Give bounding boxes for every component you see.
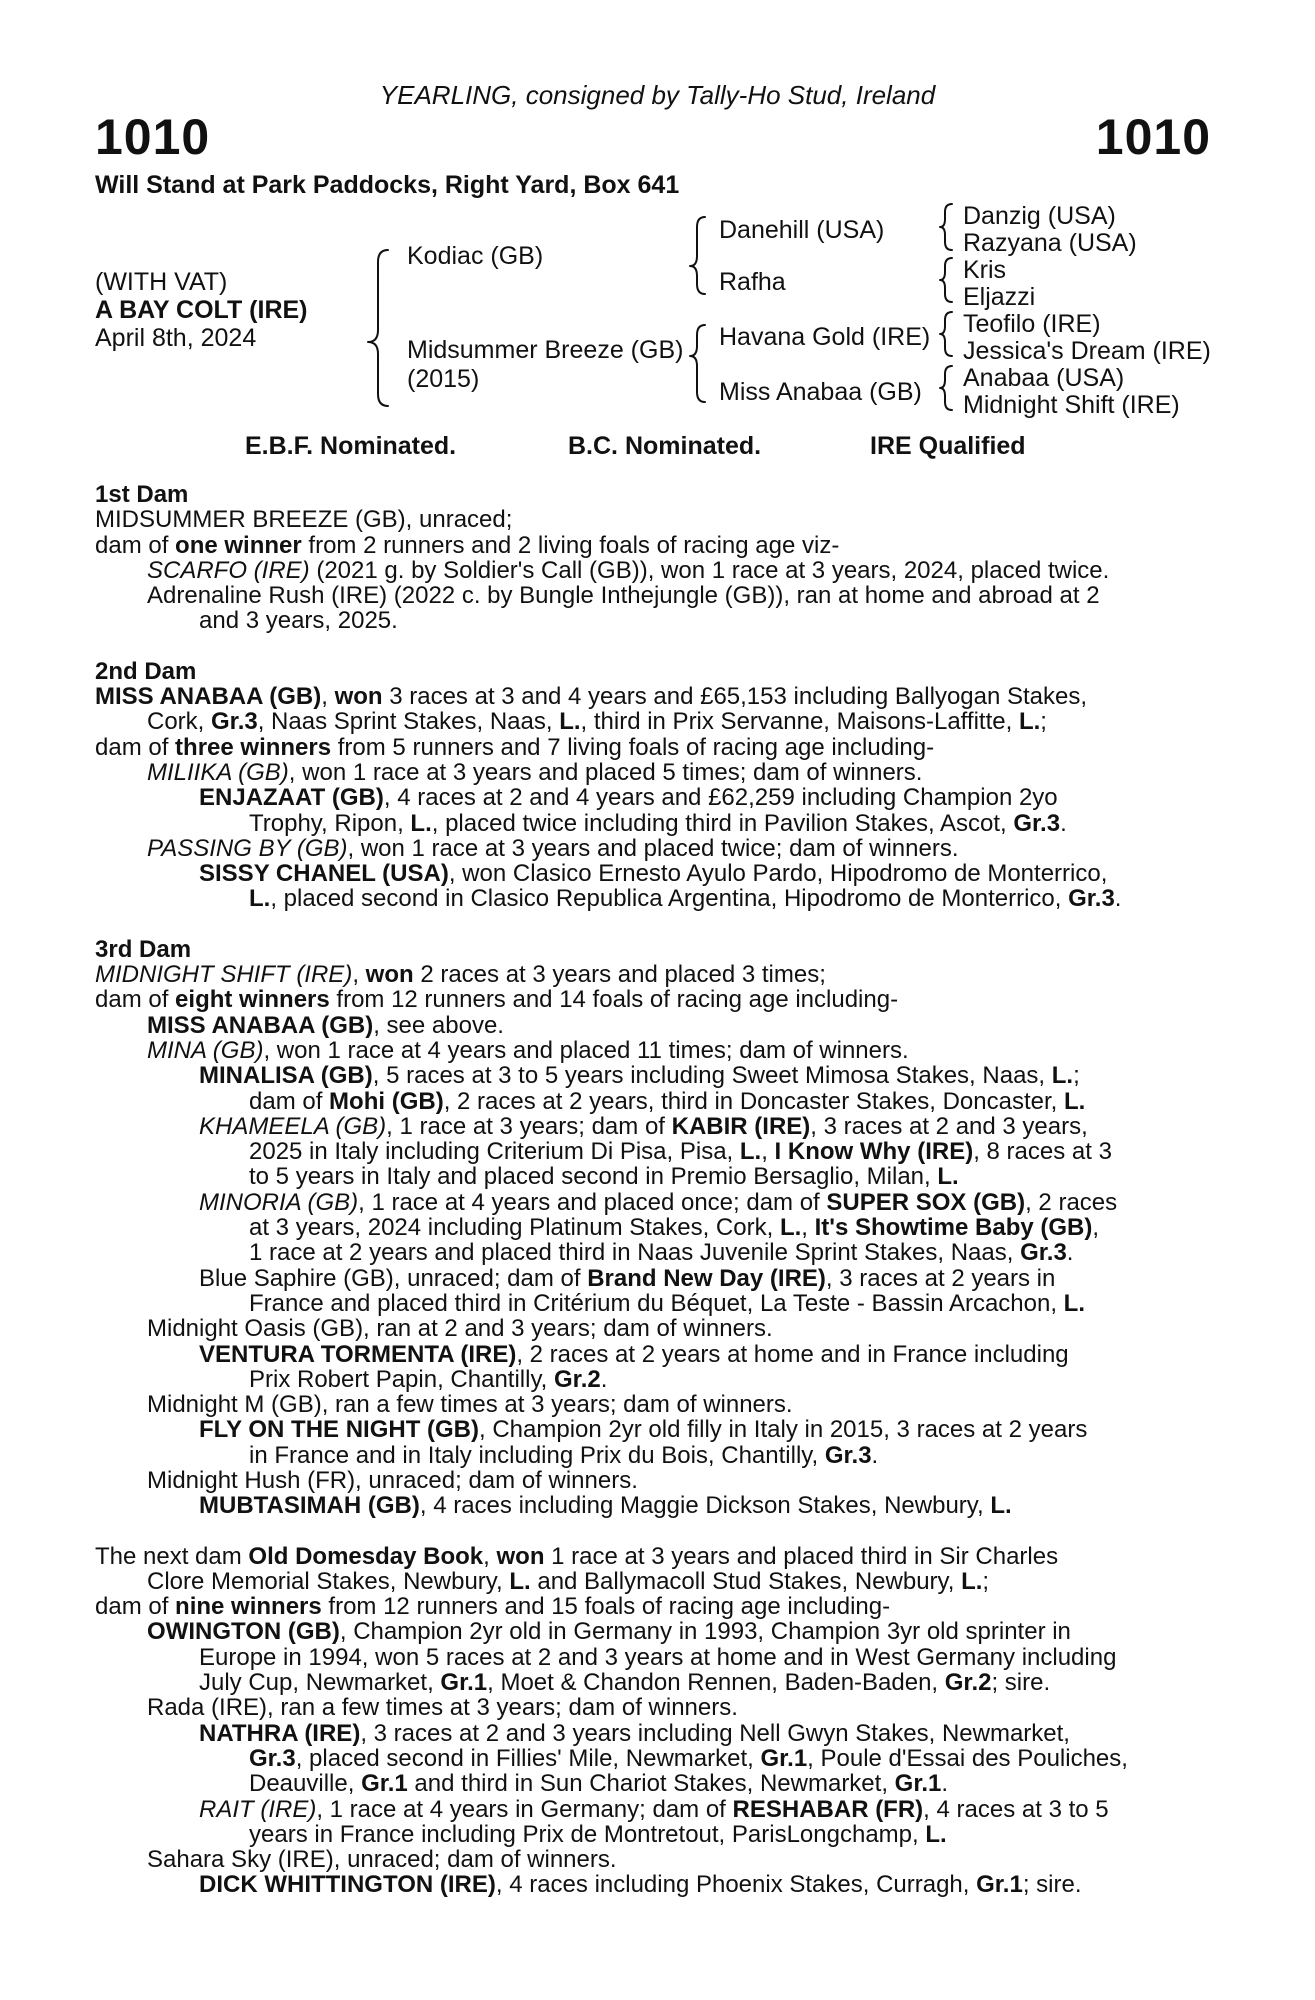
dam-sire: Havana Gold (IRE) [719,323,931,351]
text-line: MINALISA (GB), 5 races at 3 to 5 years including Sweet Mimosa Stakes, Naas, L.; [199,1062,1080,1090]
bracket-sd [940,258,952,302]
section-first-dam: 1st Dam [95,481,189,508]
ebf-nomination: E.B.F. Nominated. [245,432,457,460]
text-line: 1 race at 2 years and placed third in Naas Juvenile Sprint Stakes, Naas, Gr.3. [249,1239,1074,1267]
ss-dam: Razyana (USA) [963,229,1137,257]
text-line: in France and in Italy including Prix du Bois, Chantilly, Gr.3. [249,1441,879,1469]
text-line: France and placed third in Critérium du Béquet, La Teste - Bassin Arcachon, L. [249,1289,1085,1317]
text-line: Sahara Sky (IRE), unraced; dam of winners. [147,1846,617,1874]
text-line: Clore Memorial Stakes, Newbury, L. and Ballymacoll Stud Stakes, Newbury, L.; [147,1567,990,1595]
text-line: dam of nine winners from 12 runners and 15 foals of racing age including- [95,1593,891,1621]
text-line: OWINGTON (GB), Champion 2yr old in Germany in 1993, Champion 3yr old sprinter in [147,1618,1071,1646]
bc-nomination: B.C. Nominated. [568,432,762,460]
text-line: MISS ANABAA (GB), won 3 races at 3 and 4 years and £65,153 including Ballyogan Stakes, [95,683,1088,711]
text-line: Rada (IRE), ran a few times at 3 years; dam of winners. [147,1694,738,1722]
text-line: Midnight Hush (FR), unraced; dam of winners. [147,1466,638,1494]
text-line: years in France including Prix de Montretout, ParisLongchamp, L. [249,1820,947,1848]
text-line: SISSY CHANEL (USA), won Clasico Ernesto Ayulo Pardo, Hipodromo de Monterrico, [199,860,1108,888]
ire-qualified: IRE Qualified [870,432,1026,460]
text-line: Midnight Oasis (GB), ran at 2 and 3 years; dam of winners. [147,1315,773,1343]
text-line: MINA (GB), won 1 race at 4 years and placed 11 times; dam of winners. [147,1036,909,1064]
text-line: L., placed second in Clasico Republica Argentina, Hipodromo de Monterrico, Gr.3. [249,885,1122,913]
foaling-date: April 8th, 2024 [95,324,257,352]
text-line: dam of eight winners from 12 runners and 14 foals of racing age including- [95,986,899,1014]
section-third-dam: 3rd Dam [95,935,192,963]
text-line: MILIIKA (GB), won 1 race at 3 years and placed 5 times; dam of winners. [147,758,923,786]
text-line: Cork, Gr.3, Naas Sprint Stakes, Naas, L., third in Prix Servanne, Maisons-Laffitte, L.; [147,708,1047,736]
text-line: Prix Robert Papin, Chantilly, Gr.2. [249,1365,608,1393]
bracket-sire [690,217,705,294]
text-line: SCARFO (IRE) (2021 g. by Soldier's Call (GB)), won 1 race at 3 years, 2024, placed twice. [147,556,1110,584]
section-second-dam: 2nd Dam [95,657,197,685]
vat-note: (WITH VAT) [95,268,228,296]
text-line: MINORIA (GB), 1 race at 4 years and placed once; dam of SUPER SOX (GB), 2 races [199,1188,1118,1216]
text-line: at 3 years, 2024 including Platinum Stakes, Cork, L., It's Showtime Baby (GB), [249,1214,1100,1242]
bracket-dam [690,325,705,402]
bracket-ds [940,312,952,356]
bracket-dd [940,366,952,410]
sd-dam: Eljazzi [963,283,1036,311]
dam-year: (2015) [407,365,480,393]
text-line: ENJAZAAT (GB), 4 races at 2 and 4 years and £62,259 including Champion 2yo [199,784,1058,812]
text-line: PASSING BY (GB), won 1 race at 3 years and placed twice; dam of winners. [147,834,959,862]
text-line: FLY ON THE NIGHT (GB), Champion 2yr old filly in Italy in 2015, 3 races at 2 years [199,1416,1088,1444]
text-line: Blue Saphire (GB), unraced; dam of Brand New Day (IRE), 3 races at 2 years in [199,1264,1056,1292]
sire-sire: Danehill (USA) [719,216,885,244]
sire-dam: Rafha [719,268,786,296]
text-line: KHAMEELA (GB), 1 race at 3 years; dam of KABIR (IRE), 3 races at 2 and 3 years, [199,1112,1088,1140]
text-line: Gr.3, placed second in Fillies' Mile, Newmarket, Gr.1, Poule d'Essai des Pouliches, [249,1744,1128,1772]
dd-sire: Anabaa (USA) [963,364,1125,392]
ss-sire: Danzig (USA) [963,202,1116,230]
lot-number-right: 1010 [1095,109,1211,165]
text-line: Europe in 1994, won 5 races at 2 and 3 years at home and in West Germany including [199,1643,1117,1671]
text-line: MUBTASIMAH (GB), 4 races including Maggie Dickson Stakes, Newbury, L. [199,1492,1012,1520]
bracket-main [368,250,388,406]
sire: Kodiac (GB) [407,242,544,270]
text-line: DICK WHITTINGTON (IRE), 4 races including Phoenix Stakes, Curragh, Gr.1; sire. [199,1871,1082,1899]
text-line: MISS ANABAA (GB), see above. [147,1011,504,1039]
text-line: Midnight M (GB), ran a few times at 3 years; dam of winners. [147,1391,793,1419]
text-line: and 3 years, 2025. [199,607,398,635]
text-line: The next dam Old Domesday Book, won 1 race at 3 years and placed third in Sir Charles [95,1542,1059,1570]
text-line: RAIT (IRE), 1 race at 4 years in Germany; dam of RESHABAR (FR), 4 races at 3 to 5 [199,1795,1109,1823]
bracket-ss [940,204,952,250]
text-line: MIDNIGHT SHIFT (IRE), won 2 races at 3 years and placed 3 times; [95,961,826,989]
text-line: dam of one winner from 2 runners and 2 living foals of racing age viz- [95,531,840,559]
text-line: dam of Mohi (GB), 2 races at 2 years, third in Doncaster Stakes, Doncaster, L. [249,1087,1086,1115]
text-line: dam of three winners from 5 runners and 7 living foals of racing age including- [95,733,935,761]
sd-sire: Kris [963,256,1007,284]
text-line: Deauville, Gr.1 and third in Sun Chariot Stakes, Newmarket, Gr.1. [249,1770,949,1798]
consignment-subtitle: YEARLING, consigned by Tally-Ho Stud, Ireland [379,80,936,110]
text-line: NATHRA (IRE), 3 races at 2 and 3 years including Nell Gwyn Stakes, Newmarket, [199,1719,1070,1747]
text-line: Adrenaline Rush (IRE) (2022 c. by Bungle Inthejungle (GB)), ran at home and abroad at 2 [147,582,1100,610]
horse-name: A BAY COLT (IRE) [95,296,308,324]
text-line: to 5 years in Italy and placed second in Premio Bersaglio, Milan, L. [249,1163,959,1191]
catalogue-body [95,482,1205,1898]
text-line: VENTURA TORMENTA (IRE), 2 races at 2 years at home and in France including [199,1340,1069,1368]
text-line: Trophy, Ripon, L., placed twice including third in Pavilion Stakes, Ascot, Gr.3. [249,809,1067,837]
stand-location: Will Stand at Park Paddocks, Right Yard, Box 641 [95,171,680,199]
text-line: MIDSUMMER BREEZE (GB), unraced; [95,506,513,534]
ds-dam: Jessica's Dream (IRE) [963,337,1211,365]
text-line: July Cup, Newmarket, Gr.1, Moet & Chandon Rennen, Baden-Baden, Gr.2; sire. [199,1669,1051,1697]
text-line: 2025 in Italy including Criterium Di Pisa, Pisa, L., I Know Why (IRE), 8 races at 3 [249,1138,1112,1166]
lot-number-left: 1010 [95,109,211,165]
dam: Midsummer Breeze (GB) [407,336,684,364]
dd-dam: Midnight Shift (IRE) [963,391,1180,419]
ds-sire: Teofilo (IRE) [963,310,1101,338]
dam-dam: Miss Anabaa (GB) [719,378,922,406]
